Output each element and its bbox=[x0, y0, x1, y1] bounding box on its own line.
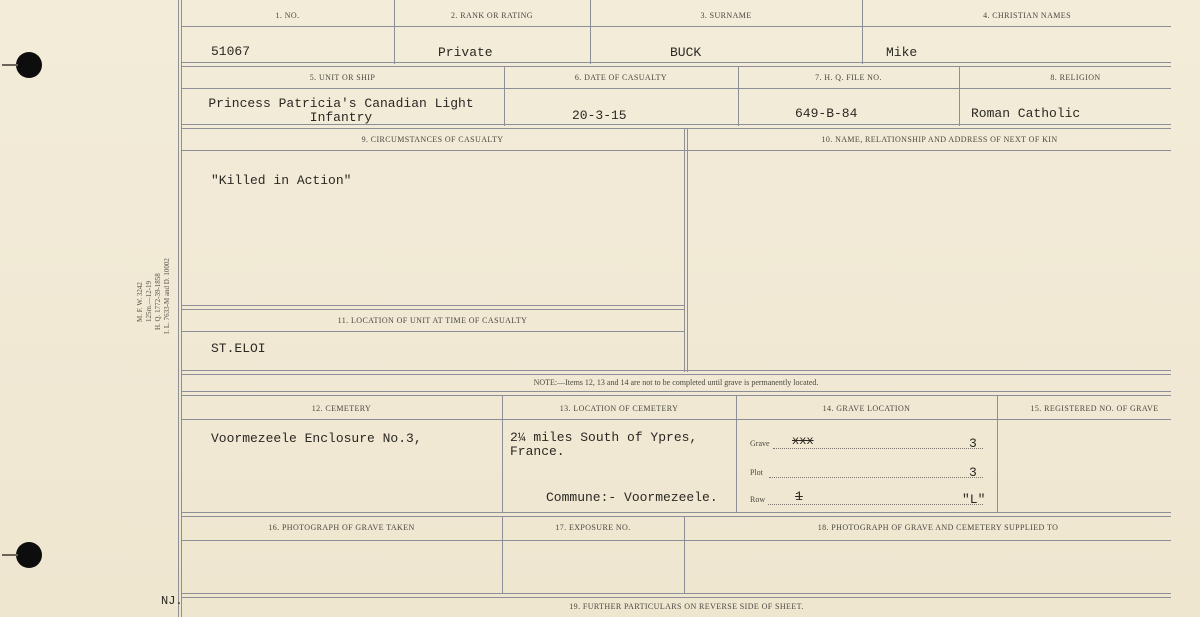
plot-dots bbox=[769, 477, 983, 478]
label-loc-cem: 13. LOCATION OF CEMETERY bbox=[559, 404, 679, 413]
value-row-struck: 1 bbox=[795, 489, 803, 504]
rule bbox=[181, 540, 1171, 541]
row-dots bbox=[768, 504, 983, 505]
label-no: 1. NO. bbox=[275, 11, 300, 20]
label-supplied: 18. PHOTOGRAPH OF GRAVE AND CEMETERY SUPPLIED TO bbox=[817, 523, 1059, 532]
label-location: 11. LOCATION OF UNIT AT TIME OF CASUALTY bbox=[337, 316, 528, 325]
label-grave: Grave bbox=[750, 439, 770, 448]
label-file: 7. H. Q. FILE NO. bbox=[815, 73, 882, 82]
label-row: Row bbox=[750, 495, 766, 504]
value-surname: BUCK bbox=[670, 45, 702, 60]
value-plot: 3 bbox=[969, 465, 977, 480]
value-row: "L" bbox=[962, 492, 986, 507]
label-unit: 5. UNIT OR SHIP bbox=[309, 73, 376, 82]
value-commune: Commune:- Voormezeele. bbox=[546, 490, 718, 505]
value-religion: Roman Catholic bbox=[971, 106, 1081, 121]
value-grave: 3 bbox=[969, 436, 977, 451]
value-location: ST.ELOI bbox=[211, 341, 266, 356]
side-print-line4: I. L. 7633-M and D. 10002 bbox=[163, 258, 171, 334]
value-grave-struck: xxx bbox=[792, 434, 814, 448]
label-religion: 8. RELIGION bbox=[1050, 73, 1101, 82]
label-cemetery: 12. CEMETERY bbox=[311, 404, 372, 413]
label-reg-no: 15. REGISTERED NO. OF GRAVE bbox=[1030, 404, 1159, 413]
rule bbox=[181, 370, 1171, 375]
punch-hole-bottom bbox=[16, 542, 42, 568]
punch-hole-top bbox=[16, 52, 42, 78]
label-photo: 16. PHOTOGRAPH OF GRAVE TAKEN bbox=[268, 523, 415, 532]
label-plot: Plot bbox=[750, 468, 763, 477]
value-loc-cem: 2¼ miles South of Ypres, France. bbox=[510, 430, 698, 459]
side-print-line2: 125m.—12-19 bbox=[145, 280, 153, 322]
rule bbox=[181, 593, 1171, 598]
label-kin: 10. NAME, RELATIONSHIP AND ADDRESS OF NEXT OF KIN bbox=[821, 135, 1058, 144]
label-christian: 4. CHRISTIAN NAMES bbox=[983, 11, 1071, 20]
rule bbox=[181, 62, 1171, 67]
rule bbox=[181, 512, 1171, 517]
grave-dots bbox=[773, 448, 983, 449]
rule bbox=[181, 26, 1171, 27]
rule bbox=[181, 88, 1171, 89]
label-rank: 2. RANK OR RATING bbox=[451, 11, 533, 20]
rule bbox=[181, 419, 1171, 420]
value-christian: Mike bbox=[886, 45, 918, 60]
value-rank: Private bbox=[438, 45, 493, 60]
label-surname: 3. SURNAME bbox=[700, 11, 752, 20]
label-further: 19. FURTHER PARTICULARS ON REVERSE SIDE OF SHEET. bbox=[569, 602, 804, 611]
rule bbox=[181, 150, 1171, 151]
value-file: 649-B-84 bbox=[795, 106, 858, 121]
label-grave-loc: 14. GRAVE LOCATION bbox=[822, 404, 911, 413]
label-exposure: 17. EXPOSURE NO. bbox=[555, 523, 631, 532]
divider bbox=[687, 128, 688, 372]
rule bbox=[181, 331, 684, 332]
divider bbox=[736, 396, 737, 513]
divider bbox=[394, 0, 395, 64]
side-print-line1: M. F. W. 3242 bbox=[136, 282, 144, 322]
rule bbox=[181, 305, 684, 310]
note-text: NOTE:—Items 12, 13 and 14 are not to be completed until grave is permanently located. bbox=[533, 378, 819, 387]
value-circ: "Killed in Action" bbox=[211, 173, 352, 188]
label-circ: 9. CIRCUMSTANCES OF CASUALTY bbox=[361, 135, 504, 144]
left-margin-line bbox=[178, 0, 179, 617]
label-date: 6. DATE OF CASUALTY bbox=[574, 73, 668, 82]
divider bbox=[862, 0, 863, 64]
value-cemetery: Voormezeele Enclosure No.3, bbox=[211, 431, 422, 446]
divider bbox=[684, 128, 685, 372]
corner-initials: NJ. bbox=[161, 594, 183, 608]
value-date: 20-3-15 bbox=[572, 108, 627, 123]
divider bbox=[590, 0, 591, 64]
side-print-line3: H. Q. 1772-39-1858 bbox=[154, 273, 162, 330]
divider bbox=[502, 396, 503, 513]
value-unit: Princess Patricia's Canadian Light Infantry bbox=[208, 96, 474, 125]
value-no: 51067 bbox=[211, 44, 251, 59]
rule bbox=[181, 391, 1171, 396]
divider bbox=[997, 396, 998, 513]
